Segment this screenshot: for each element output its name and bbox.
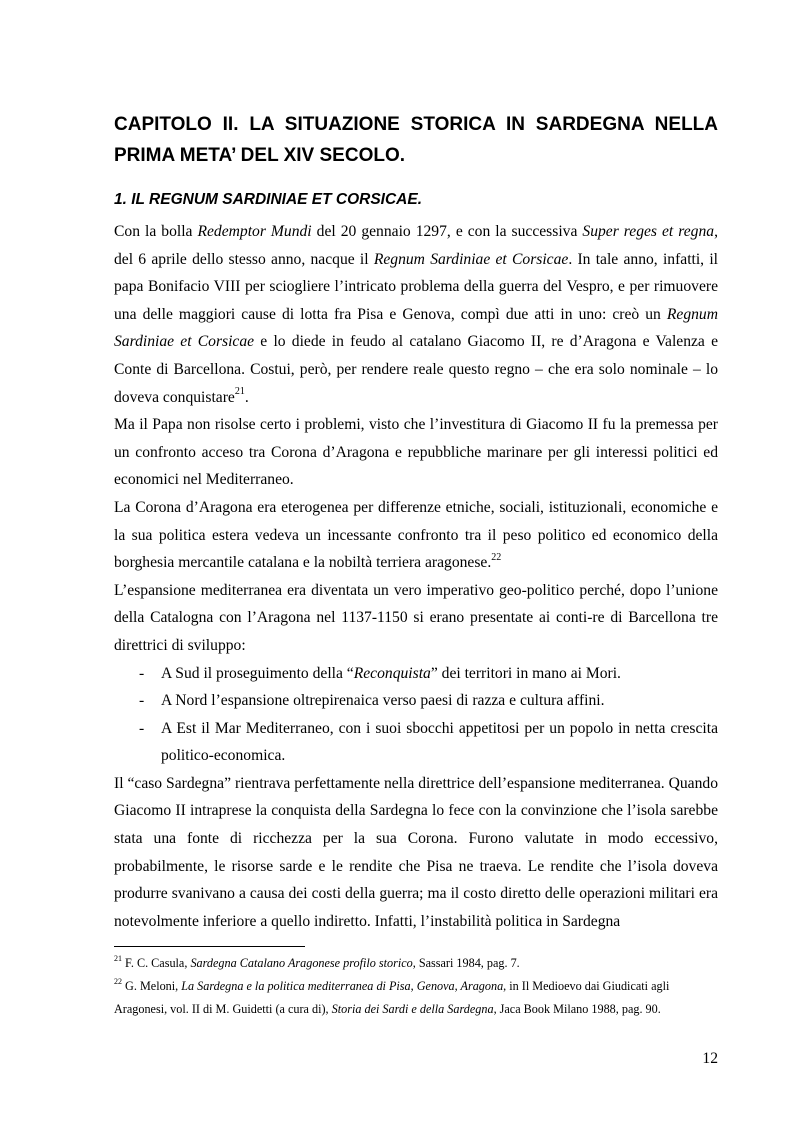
list-item: - A Nord l’espansione oltrepirenaica verso paesi di razza e cultura affini.: [114, 687, 718, 715]
footnote-21: $^{21}$ F. C. Casula, Sardegna Catalano Aragonese profilo storico, Sassari 1984, pag. 7.: [114, 953, 520, 970]
footnote-divider: [114, 946, 305, 947]
body-text: [114, 218, 718, 935]
bullet-dash: -: [139, 692, 145, 710]
paragraph-4: L’espansione mediterranea era diventata un vero imperativo geo-politico perché, dopo l’unione della Catalogna con l’Aragona nel 1137-1150 si erano presentate ai conti-re di Barcellona tre direttrici di sviluppo:: [114, 581, 718, 654]
list-item: - A Sud il proseguimento della “Reconquista” dei territori in mano ai Mori.: [114, 660, 718, 688]
directions-list: [114, 660, 718, 770]
paragraph-2: Ma il Papa non risolse certo i problemi, visto che l’investitura di Giacomo II fu la premessa per un confronto acceso tra Corona d’Aragona e repubbliche marinare per gli interessi politici ed economici nel Mediterraneo.: [114, 416, 718, 489]
page-number: 12: [702, 1050, 718, 1067]
chapter-title: CAPITOLO II. LA SITUAZIONE STORICA IN SARDEGNA NELLA PRIMA META’ DEL XIV SECOLO.: [114, 114, 718, 166]
footnote-ref-22[interactable]: 22: [491, 551, 502, 563]
paragraph-3: La Corona d’Aragona era eterogenea per differenze etniche, sociali, istituzionali, economiche e la sua politica estera vedeva un incessante confronto tra il peso politico ed economico della borghesia mercantile catalana e la nobiltà terriera aragonese.$^{22}$: [114, 498, 718, 572]
footnote-22: $^{22}$ G. Meloni, La Sardegna e la politica mediterranea di Pisa, Genova, Aragona, in Il Medioevo dai Giudicati agli Aragonesi, vol. II di M. Guidetti (a cura di), Storia dei Sardi e della Sardegna, Jaca Book Milano 1988, pag. 90.: [114, 976, 670, 1016]
list-item: - A Est il Mar Mediterraneo, con i suoi sbocchi appetitosi per un popolo in netta crescita politico-economica.: [114, 715, 718, 770]
paragraph-1: Con la bolla Redemptor Mundi del 20 gennaio 1297, e con la successiva Super reges et regna, del 6 aprile dello stesso anno, nacque il Regnum Sardiniae et Corsicae. In tale anno, infatti, il papa Bonifacio VIII per sciogliere l’intricato problema della guerra del Vespro, e per rimuovere una delle maggiori cause di lotta fra Pisa e Genova, compì due atti in uno: creò un Regnum Sardiniae et Corsicae e lo diede in feudo al catalano Giacomo II, re d’Aragona e Valenza e Conte di Barcellona. Costui, però, per rendere reale questo regno – che era solo nominale – lo doveva conquistare$^{21}$.: [114, 223, 719, 406]
bullet-dash: -: [139, 664, 145, 682]
bullet-dash: -: [139, 719, 145, 737]
footnote-ref-21[interactable]: 21: [234, 386, 245, 398]
paragraph-5: Il “caso Sardegna” rientrava perfettamente nella direttrice dell’espansione mediterranea. Quando Giacomo II intraprese la conquista della Sardegna lo fece con la convinzione che l’isola sarebbe stata una fonte di ricchezza per la sua Corona. Furono valutate in modo eccessivo, probabilmente, le risorse sarde e le rendite che Pisa ne traeva. Le rendite che l’isola doveva produrre svanivano a causa dei costi della guerra; ma il costo diretto delle operazioni militari era notevolmente inferiore a quello indiretto. Infatti, l’instabilità politica in Sardegna: [114, 774, 718, 930]
section-title: 1. IL REGNUM SARDINIAE ET CORSICAE.: [114, 191, 423, 208]
footnotes: [114, 952, 718, 1021]
